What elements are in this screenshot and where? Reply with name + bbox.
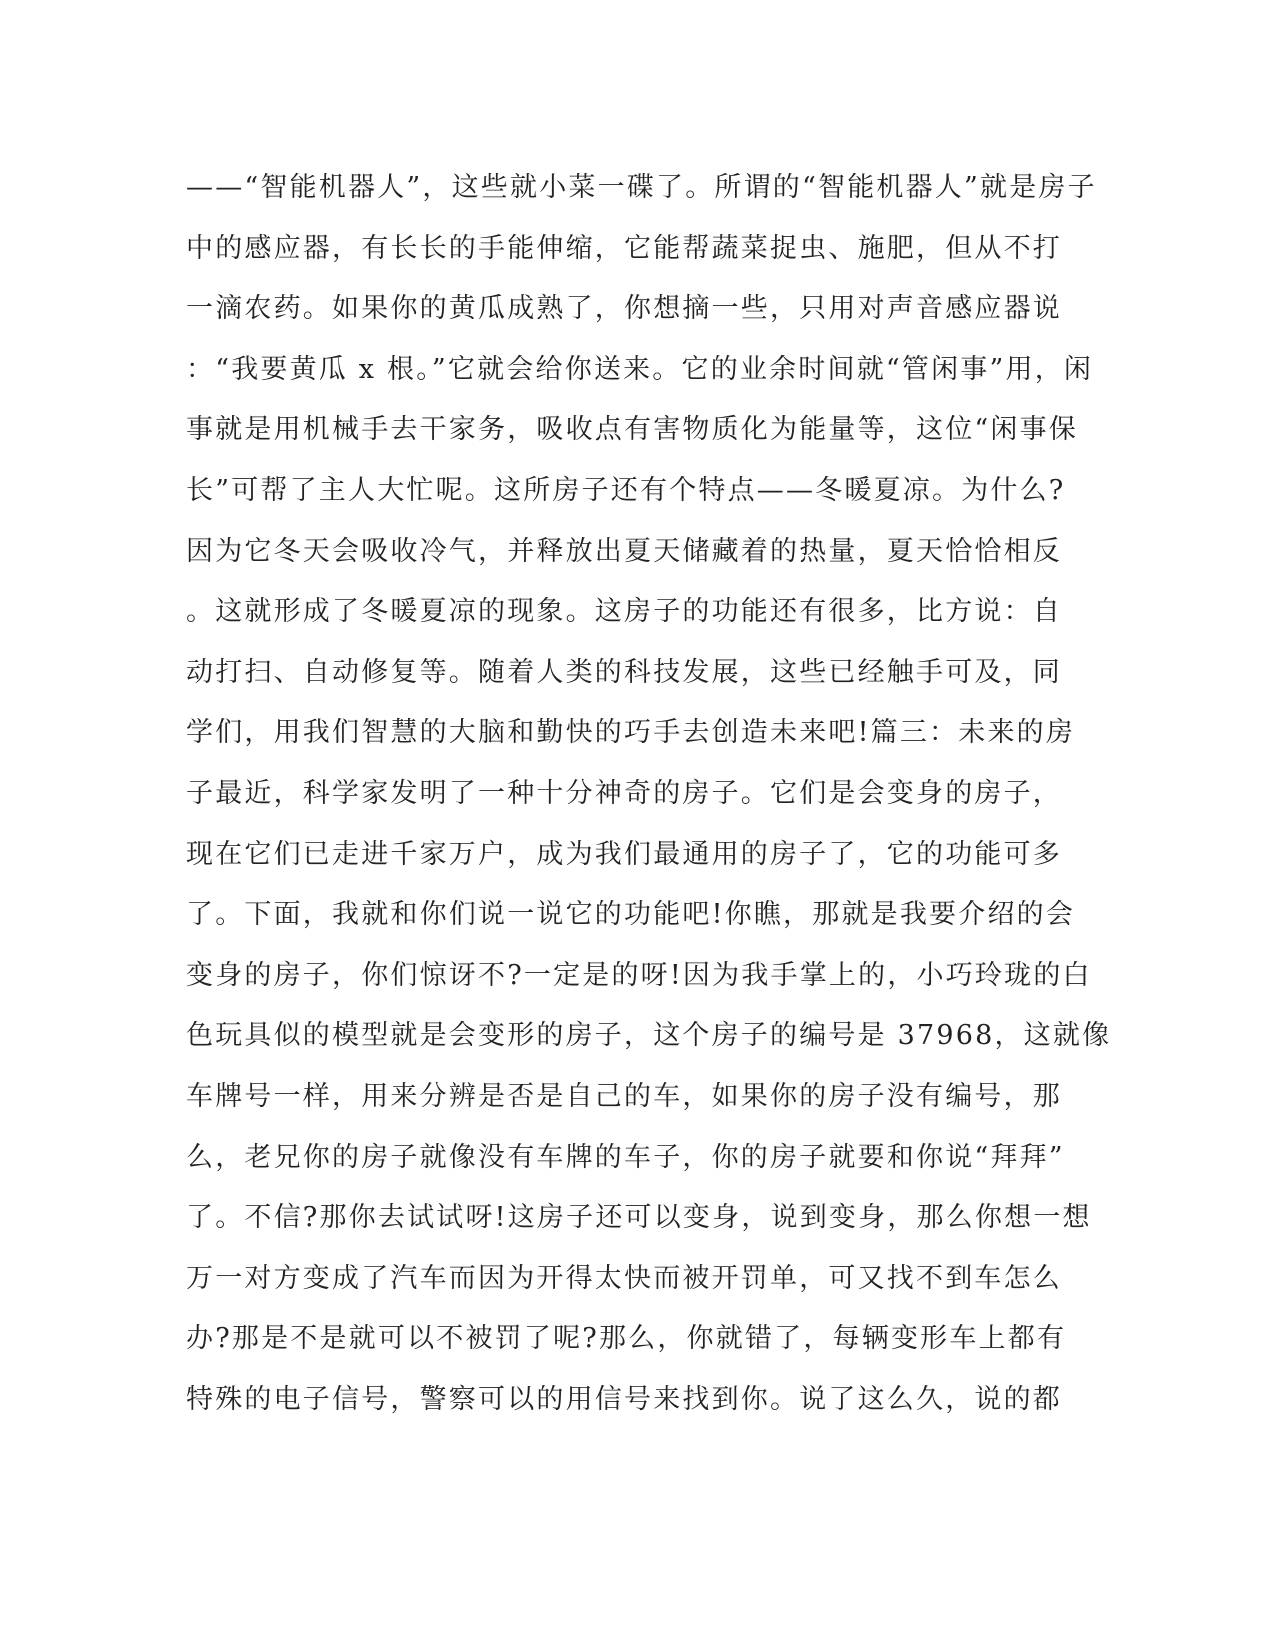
text-line: 特殊的电子信号，警察可以的用信号来找到你。说了这么久，说的都 bbox=[186, 1383, 1062, 1415]
text-line: 办?那是不是就可以不被罚了呢?那么，你就错了，每辆变形车上都有 bbox=[186, 1323, 1067, 1355]
text-line: ——“智能机器人”，这些就小菜一碟了。所谓的“智能机器人”就是房子 bbox=[186, 172, 1097, 203]
text-line: 么，老兄你的房子就像没有车牌的车子，你的房子就要和你说“拜拜” bbox=[186, 1141, 1065, 1173]
body-text bbox=[186, 158, 1112, 1430]
text-line: 色玩具似的模型就是会变形的房子，这个房子的编号是 37968，这就像 bbox=[186, 1020, 1112, 1052]
text-line: 。这就形成了冬暖夏凉的现象。这房子的功能还有很多，比方说：自 bbox=[186, 596, 1062, 628]
text-line: 长”可帮了主人大忙呢。这所房子还有个特点——冬暖夏凉。为什么? bbox=[186, 474, 1066, 506]
text-line: 学们，用我们智慧的大脑和勤快的巧手去创造未来吧!篇三：未来的房 bbox=[186, 717, 1076, 749]
text-line: 变身的房子，你们惊讶不?一定是的呀!因为我手掌上的，小巧玲珑的白 bbox=[186, 959, 1092, 991]
text-line: 一滴农药。如果你的黄瓜成熟了，你想摘一些，只用对声音感应器说 bbox=[186, 293, 1062, 325]
text-line: 了。下面，我就和你们说一说它的功能吧!你瞧，那就是我要介绍的会 bbox=[186, 899, 1076, 931]
text-line: 动打扫、自动修复等。随着人类的科技发展，这些已经触手可及，同 bbox=[186, 656, 1062, 688]
text-line: 子最近，科学家发明了一种十分神奇的房子。它们是会变身的房子， bbox=[186, 777, 1062, 809]
text-line: 现在它们已走进千家万户，成为我们最通用的房子了，它的功能可多 bbox=[186, 838, 1062, 870]
text-line: 了。不信?那你去试试呀!这房子还可以变身，说到变身，那么你想一想 bbox=[186, 1202, 1092, 1234]
text-line: 万一对方变成了汽车而因为开得太快而被开罚单，可又找不到车怎么 bbox=[186, 1262, 1062, 1294]
text-line: 中的感应器，有长长的手能伸缩，它能帮蔬菜捉虫、施肥，但从不打 bbox=[186, 232, 1062, 264]
text-line: 车牌号一样，用来分辨是否是自己的车，如果你的房子没有编号，那 bbox=[186, 1080, 1062, 1112]
text-line: 因为它冬天会吸收冷气，并释放出夏天储藏着的热量，夏天恰恰相反 bbox=[186, 535, 1062, 567]
text-line: 事就是用机械手去干家务，吸收点有害物质化为能量等，这位“闲事保 bbox=[186, 414, 1079, 446]
text-line: ：“我要黄瓜 x 根。”它就会给你送来。它的业余时间就“管闲事”用，闲 bbox=[186, 353, 1094, 385]
